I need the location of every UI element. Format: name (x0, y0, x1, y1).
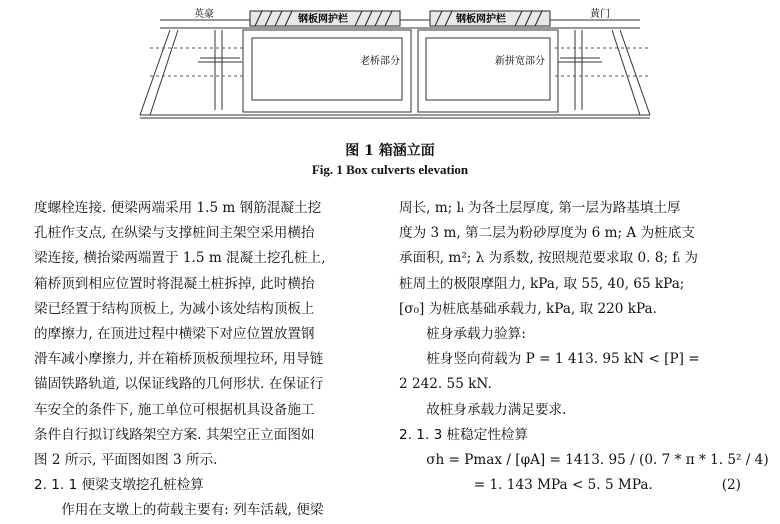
check-title: 桩身承载力验算: (426, 326, 526, 343)
paragraph-line: 的摩擦力, 在顶进过程中横梁下对应位置放置钢 (34, 326, 315, 343)
paragraph-line: 承面积, m²; λ 为系数, 按照规范要求取 0. 8; fᵢ 为 (399, 250, 699, 267)
paragraph-line: 车安全的条件下, 施工单位可根据机具设备施工 (34, 401, 315, 418)
figure-label-new-bridge: 新拼宽部分 (495, 56, 545, 67)
figure-label-rail-right: 钢板网护栏 (456, 14, 506, 25)
equation-line-2-row (399, 473, 749, 498)
right-column (399, 196, 769, 498)
figure-caption-cn: 图 1 箱涵立面 (345, 143, 435, 159)
paragraph-line: 图 2 所示, 平面图如图 3 所示. (34, 452, 218, 469)
equation-line-2: = 1. 143 MPa < 5. 5 MPa. (473, 477, 653, 494)
figure-label-old-bridge: 老桥部分 (360, 56, 400, 67)
equation-line-1: σh = Pmax / [φA] = 1413. 95 / (0. 7 * π * 1. 5² / 4) (426, 452, 769, 469)
paragraph-line: 箱桥顶到相应位置时将混凝土桩拆掉, 此时横抬 (34, 275, 315, 292)
paragraph-line: 梁连接, 横抬梁两端置于 1.5 m 混凝土挖孔桩上, (34, 250, 326, 267)
paragraph-line: [σ₀] 为桩底基础承载力, kPa, 取 220 kPa. (399, 300, 657, 317)
section-heading-2-1-1: 2. 1. 1 便梁支墩挖孔桩检算 (34, 477, 204, 494)
figure-box-culvert-elevation (0, 0, 780, 135)
load-line: 桩身竖向荷载为 P = 1 413. 95 kN < [P] = (426, 351, 700, 368)
paragraph-line: 条件自行拟订线路架空方案. 其架空正立面图如 (34, 426, 315, 443)
figure-label-rail-left: 钢板网护栏 (298, 14, 348, 25)
equation-number: (2) (721, 477, 741, 494)
figure-label-left-city: 英豪 (194, 9, 214, 20)
conclusion: 故桩身承载力满足要求. (426, 401, 567, 418)
paragraph-line: 锚固铁路轨道, 以保证线路的几何形状. 在保证行 (34, 376, 324, 393)
paragraph-line: 度螺栓连接. 便梁两端采用 1.5 m 钢筋混凝土挖 (34, 200, 322, 216)
paragraph-line: 度为 3 m, 第二层为粉砂厚度为 6 m; A 为桩底支 (399, 225, 695, 242)
paragraph-line: 孔桩作支点, 在纵梁与支撑桩间主架空采用横抬 (34, 225, 315, 242)
figure-label-right-city: 黄门 (590, 9, 610, 20)
paragraph-line: 周长, m; lᵢ 为各土层厚度, 第一层为路基填土厚 (399, 200, 681, 216)
left-column (34, 196, 374, 524)
load-line-continued: 2 242. 55 kN. (399, 376, 492, 393)
paragraph-line: 作用在支墩上的荷载主要有: 列车活载, 便梁 (61, 502, 324, 519)
paragraph-line: 滑车减小摩擦力, 并在箱桥顶板预埋拉环, 用导链 (34, 351, 324, 368)
figure-caption-en: Fig. 1 Box culverts elevation (311, 162, 469, 177)
section-heading-2-1-3: 2. 1. 3 桩稳定性检算 (399, 426, 529, 443)
paragraph-line: 桩周土的极限摩阻力, kPa, 取 55, 40, 65 kPa; (399, 275, 685, 292)
paragraph-line: 梁已经置于结构顶板上, 为减小该处结构顶板上 (34, 300, 315, 317)
